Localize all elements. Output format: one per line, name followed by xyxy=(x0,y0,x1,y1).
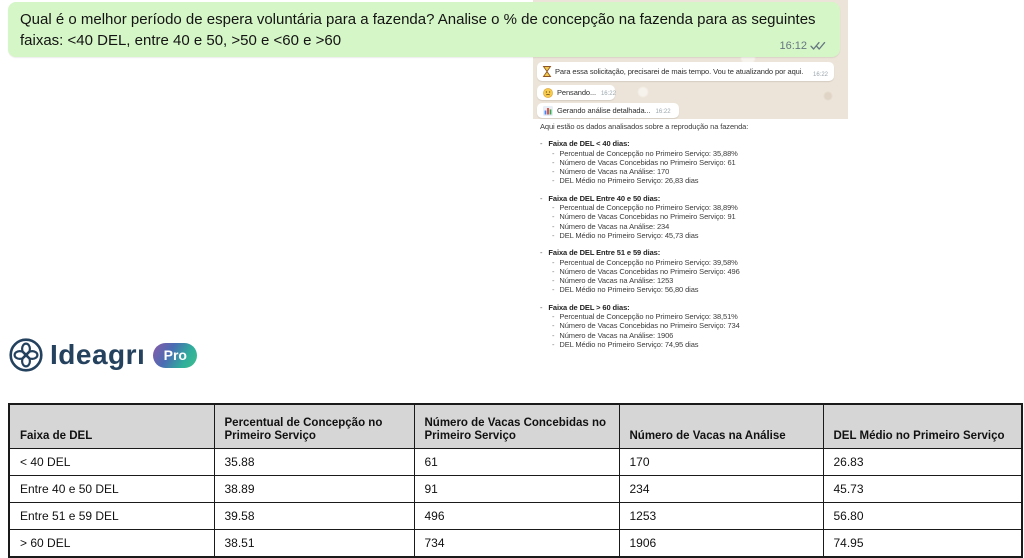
analysis-item: - Número de Vacas na Análise: 1253 xyxy=(552,276,842,285)
cell: 734 xyxy=(414,530,619,558)
analysis-block-del-gt60 xyxy=(534,303,842,349)
cell: 26.83 xyxy=(823,449,1022,476)
status-bubble-thinking[interactable] xyxy=(537,85,615,100)
status-bubble-wait[interactable] xyxy=(537,62,834,81)
double-check-icon xyxy=(810,41,826,51)
status-timestamp: 16:22 xyxy=(812,72,828,78)
status-text: Pensando... xyxy=(557,88,596,97)
cell: Entre 51 e 59 DEL xyxy=(9,503,214,530)
analysis-intro: Aqui estão os dados analisados sobre a reprodução na fazenda: xyxy=(540,122,749,131)
col-header-percentual: Percentual de Concepção no Primeiro Serviço xyxy=(214,404,414,449)
cell: > 60 DEL xyxy=(9,530,214,558)
analysis-item: - Número de Vacas Concebidas no Primeiro Serviço: 496 xyxy=(552,267,842,276)
cell: 74.95 xyxy=(823,530,1022,558)
cell: 56.80 xyxy=(823,503,1022,530)
analysis-item: - Percentual de Concepção no Primeiro Serviço: 38,51% xyxy=(552,312,842,321)
cell: 170 xyxy=(619,449,823,476)
del-analysis-table xyxy=(8,403,1023,558)
thinking-face-icon xyxy=(543,88,553,98)
analysis-item: - DEL Médio no Primeiro Serviço: 74,95 dias xyxy=(552,340,842,349)
analysis-item: - DEL Médio no Primeiro Serviço: 56,80 dias xyxy=(552,285,842,294)
analysis-item: - Percentual de Concepção no Primeiro Serviço: 35,88% xyxy=(552,149,842,158)
analysis-block-del-51-59 xyxy=(534,248,842,294)
cell: 38.89 xyxy=(214,476,414,503)
status-timestamp: 16:22 xyxy=(600,91,616,97)
cell: 91 xyxy=(414,476,619,503)
message-meta xyxy=(779,40,826,52)
col-header-analise: Número de Vacas na Análise xyxy=(619,404,823,449)
analysis-item: - Número de Vacas Concebidas no Primeiro Serviço: 61 xyxy=(552,158,842,167)
cell: 35.88 xyxy=(214,449,414,476)
question-message-bubble[interactable] xyxy=(8,2,840,57)
ideagri-logo xyxy=(8,337,197,373)
cell: 38.51 xyxy=(214,530,414,558)
analysis-block-title: - Faixa de DEL Entre 51 e 59 dias: xyxy=(534,248,842,257)
col-header-concebidas: Número de Vacas Concebidas no Primeiro Serviço xyxy=(414,404,619,449)
analysis-item: - Número de Vacas na Análise: 1906 xyxy=(552,331,842,340)
analysis-item: - Percentual de Concepção no Primeiro Serviço: 39,58% xyxy=(552,258,842,267)
status-bubble-generating[interactable] xyxy=(537,103,679,118)
analysis-message[interactable] xyxy=(534,122,842,357)
analysis-item: - Número de Vacas Concebidas no Primeiro Serviço: 734 xyxy=(552,321,842,330)
table-row xyxy=(9,530,1022,558)
col-header-faixa: Faixa de DEL xyxy=(9,404,214,449)
analysis-item: - Número de Vacas Concebidas no Primeiro Serviço: 91 xyxy=(552,212,842,221)
cell: < 40 DEL xyxy=(9,449,214,476)
analysis-item: - DEL Médio no Primeiro Serviço: 45,73 dias xyxy=(552,231,842,240)
cell: 234 xyxy=(619,476,823,503)
status-text: Gerando análise detalhada... xyxy=(557,106,651,115)
analysis-block-del-40-50 xyxy=(534,194,842,240)
table-row xyxy=(9,449,1022,476)
cell: Entre 40 e 50 DEL xyxy=(9,476,214,503)
analysis-item: - Número de Vacas na Análise: 234 xyxy=(552,222,842,231)
ideagri-flower-icon xyxy=(8,337,44,373)
cell: 1253 xyxy=(619,503,823,530)
table-row xyxy=(9,476,1022,503)
table-header-row xyxy=(9,404,1022,449)
brand-name: Ideagrı xyxy=(50,339,146,370)
hourglass-icon xyxy=(543,66,551,77)
question-timestamp: 16:12 xyxy=(779,40,807,52)
status-text: Para essa solicitação, precisarei de mais tempo. Vou te atualizando por aqui. xyxy=(555,67,804,76)
cell: 39.58 xyxy=(214,503,414,530)
table-row xyxy=(9,503,1022,530)
cell: 1906 xyxy=(619,530,823,558)
cell: 496 xyxy=(414,503,619,530)
bar-chart-icon xyxy=(543,106,553,116)
pro-badge: Pro xyxy=(153,343,197,368)
analysis-block-del-lt40 xyxy=(534,139,842,185)
analysis-block-title: - Faixa de DEL < 40 dias: xyxy=(534,139,842,148)
analysis-block-title: - Faixa de DEL Entre 40 e 50 dias: xyxy=(534,194,842,203)
status-timestamp: 16:22 xyxy=(655,109,671,115)
analysis-item: - DEL Médio no Primeiro Serviço: 26,83 dias xyxy=(552,176,842,185)
cell: 45.73 xyxy=(823,476,1022,503)
col-header-del-medio: DEL Médio no Primeiro Serviço xyxy=(823,404,1022,449)
question-text: Qual é o melhor período de espera voluntária para a fazenda? Analise o % de concepção na fazenda para as seguintes faixas: <40 DEL, entre 40 e 50, >50 e <60 e >60 xyxy=(20,11,816,49)
analysis-item: - Número de Vacas na Análise: 170 xyxy=(552,167,842,176)
analysis-item: - Percentual de Concepção no Primeiro Serviço: 38,89% xyxy=(552,203,842,212)
cell: 61 xyxy=(414,449,619,476)
analysis-block-title: - Faixa de DEL > 60 dias: xyxy=(534,303,842,312)
